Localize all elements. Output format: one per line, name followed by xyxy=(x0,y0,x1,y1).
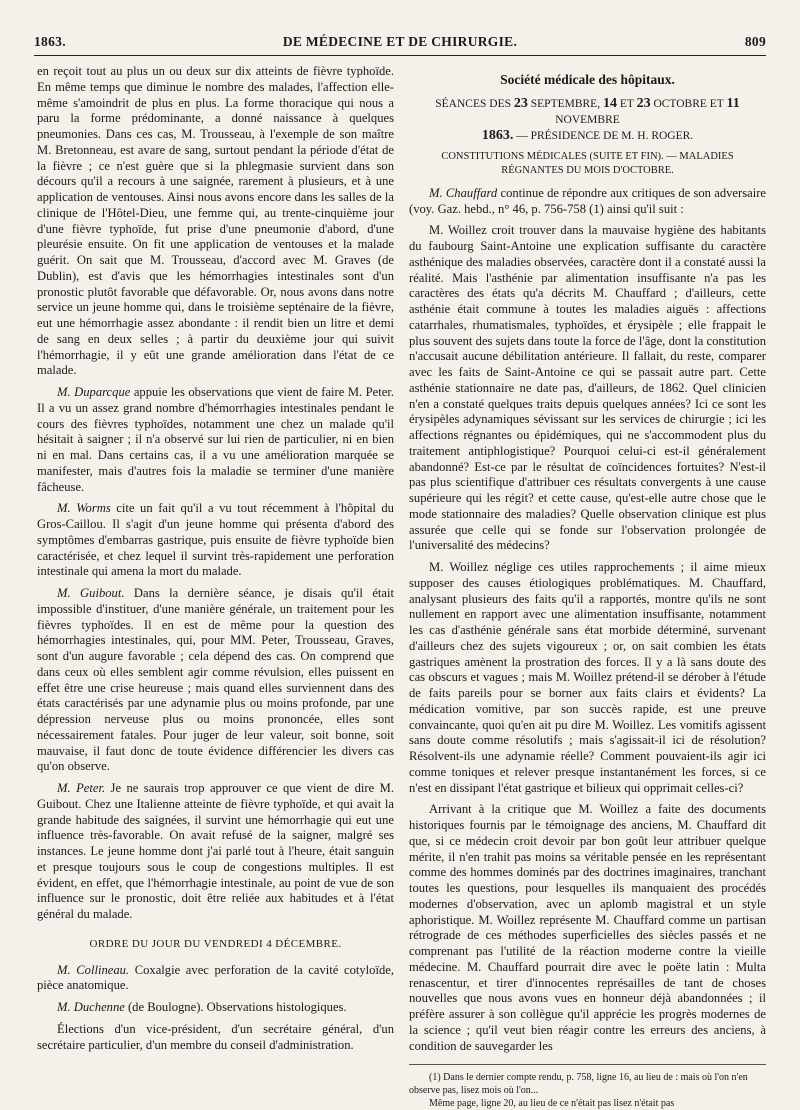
paragraph xyxy=(37,501,394,580)
footnote: (1) Dans le dernier compte rendu, p. 758, ligne 16, au lieu de : mais où l'on n'en observe pas, lisez mois où l'on... xyxy=(409,1072,748,1097)
paragraph-text: cite un fait qu'il a vu tout récemment à l'hôpital du Gros-Caillou. Il s'agit d'un jeune homme qui présenta d'abord des symptômes d'embarras gastrique, puis ensuite de fièvre typhoïde bien caractérisée, et chez lequel il survint très-rapidement une perforation intestinale qui amena la mort du malade. xyxy=(37,501,394,579)
speaker-name: M. Peter. xyxy=(57,781,106,795)
sessions-date: 14 xyxy=(602,95,617,111)
running-header xyxy=(34,34,766,52)
speaker-name: M. Collineau. xyxy=(57,962,130,977)
agenda-heading: ORDRE DU JOUR DU VENDREDI 4 DÉCEMBRE. xyxy=(89,937,342,950)
sessions-text: NOVEMBRE xyxy=(555,113,620,126)
paragraph xyxy=(409,186,766,218)
sessions-text: SEPTEMBRE, xyxy=(527,97,603,110)
paragraph xyxy=(37,781,394,923)
paragraph: en reçoit tout au plus un ou deux sur dix atteints de fièvre typhoïde. En même temps que diminue le nombre des malades, l'affection elle-même s'amoindrit de plus en plus. La forme thoracique qui nous a paru la forme prédominante, a donné naissance à quelques pneumonies. Dans ces cas, M. Trousseau, à l'exemple de son maître M. Bretonneau, est avare de sang, surtout pendant la période d'état de la fièvre ; ce n'est guère que si la phlegmasie survient dans son décours qu'il a recours à une saignée, rarement à plusieurs, et à une application de ventouses. Ainsi nous avons encore dans les salles de la clinique de l'Hôtel-Dieu, une femme qui, au trente-cinquième jour d'une fièvre typhoïde, fut prise d'une pneumonie d'abord, d'une pleurésie ensuite. On fit une application de ventouses et la malade guérit. On sait que M. Trousseau, d'accord avec M. Graves (de Dublin), est d'avis que les hémorrhagies intestinales sont d'un pronostic plutôt favorable que défavorable. Or, nous avons dans notre service un jeune homme qui, dans le troisième septénaire de la fièvre, eut une hémorrhagie assez abondante : il rendit bien un litre et demi de sang en deux selles ; à partir du deuxième jour qui suivit l'hémorrhagie, il y eût une grande amélioration dans l'état de ce malade. xyxy=(37,64,394,378)
presidency: — PRÉSIDENCE DE M. H. ROGER. xyxy=(513,129,694,142)
paragraph-text: Dans la dernière séance, je disais qu'il était impossible d'instituer, d'une manière générale, un traitement pour les fièvres typhoïdes. Il en est de même pour la question des hémorrhagies intestinales, qui, pour MM. Peter, Trousseau, Graves, sont d'un augure favorable ; cela dépend des cas. On comprend que dans ceux où elles semblent agir comme révulsion, elles puissent en effet être une crise heureuse ; mais quand elles surviennent dans des états caractérisés par une adynamie plus ou moins profonde, par une dépression nerveuse plus ou moins prononcée, elles sont nécessairement fatales. Pour juger de leur valeur, soit bonne, soit mauvaise, il faut donc de toute évidence différencier les divers cas qu'on observe. xyxy=(37,586,394,774)
sessions-text: OCTOBRE ET xyxy=(650,97,727,110)
subsection-title: CONSTITUTIONS MÉDICALES (SUITE ET FIN). — MALADIES RÉGNANTES DU MOIS D'OCTOBRE. xyxy=(441,150,734,176)
agenda-text: (de Boulogne). Observations histologiques. xyxy=(124,1000,347,1014)
speaker-name: M. Worms xyxy=(57,501,111,516)
speaker-name: M. Chauffard xyxy=(429,185,498,200)
header-rule xyxy=(34,55,766,56)
sessions-text: ET xyxy=(616,97,637,110)
agenda-item: Élections d'un vice-président, d'un secrétaire général, d'un secrétaire particulier, d'un membre du conseil d'administration. xyxy=(37,1021,394,1052)
header-title: DE MÉDECINE ET DE CHIRURGIE. xyxy=(282,34,518,49)
paragraph xyxy=(37,586,394,775)
sessions-date: 23 xyxy=(513,95,528,111)
sessions-date: 23 xyxy=(636,95,651,111)
paragraph: Arrivant à la critique que M. Woillez a faite des documents historiques fournis par le témoignage des anciens, M. Chauffard dit que, si ce médecin croit devoir par bon goût leur attribuer quelque mérite, il n'en trahit pas moins sa véritable pensée en les représentant comme des hommes dominés par des doctrines imaginaires, tranchant toutes les questions, pour lesquelles ils manquaient des procédés modernes d'observation, avec un aplomb magistral et un style aphoristique. M. Woillez représente M. Chauffard comme un partisan rétrograde de ces méthodes superficielles des siècles passés et ne comprenant pas l'utilité de la réaction moderne contre la vieille médecine. M. Chauffard pourrait dire avec le poëte latin : Multa renascentur, et tirer d'innocentes représailles de tant de choses nouvelles que nous avons vues en honneur déjà abandonnées ; il préfère assurer à son collègue qu'il apprécie les progrès modernes de la science ; qu'il veut bien réagir contre les erreurs des anciens, à condition de sauvegarder les xyxy=(409,802,766,1053)
paragraph: M. Woillez néglige ces utiles rapprochements ; il aime mieux supposer des causes étiologiques problématiques. M. Chauffard, analysant plusieurs des faits qu'il a rapportés, montre qu'ils ne sont nullement en rapport avec une alimentation insuffisante, notamment les cas d'asthénie générale sans état morbide déterminé, survenant d'ailleurs chez des sujets vigoureux ; or, on sait combien les états gastriques amènent la prostration des forces. Il y a là sans doute des cas obscurs et vagues ; mais M. Woillez prétend-il se dérober à l'étude de faits pareils pour se borner aux faits clairs et évidents? La médication vomitive, par son succès rapide, est une preuve convaincante, quoi qu'en ait pu dire M. Woillez. Les vomitifs agissent sans doute comme résolutifs ; mais s'agissait-il ici de résolution? Résolvent-ils une adynamie réelle? Comment pouvaient-ils agir ici comme toniques et relever presque instantanément les forces, si ce n'est en dissipant l'état gastrique et bilieux qui opprimait celles-ci? xyxy=(409,560,766,795)
paragraph-text: continue de répondre aux critiques de son adversaire (voy. Gaz. hebd., n° 46, p. 756-758 (1) ainsi qu'il suit : xyxy=(409,185,766,216)
left-column xyxy=(37,64,394,1053)
agenda-text: Coxalgie avec perforation de la cavité cotyloïde, pièce anatomique. xyxy=(37,962,394,993)
sessions-line xyxy=(409,96,766,144)
speaker-name: M. Duchenne xyxy=(57,1000,125,1014)
sessions-text: SÉANCES DES xyxy=(435,97,514,110)
agenda-item xyxy=(37,1000,394,1016)
footnote-rule xyxy=(409,1064,766,1065)
sessions-year: 1863. xyxy=(481,127,514,143)
speaker-name: M. Guibout. xyxy=(57,586,125,600)
paragraph-text: Je ne saurais trop approuver ce que vient de dire M. Guibout. Chez une Italienne atteinte de fièvre typhoïde, et qui avait la grande habitude des saignées, il survint une hémorrhagie qui eut une influence très-favorable. On avait refusé de la saigner, malgré ses instances. Le jeune homme dont j'ai parlé tout à l'heure, était sanguin et presque toujours sous le coup de congestions multiples. Il est évident, en effet, que l'hémorrhagie intestinale, au point de vue de son influence sur le pronostic, doit être reliée aux habitudes et à l'état général du malade. xyxy=(37,781,394,921)
agenda-item xyxy=(37,963,394,995)
footnote: Même page, ligne 20, au lieu de ce n'était pas lisez n'était pas xyxy=(429,1098,675,1110)
page-number: 809 xyxy=(744,34,766,49)
speaker-name: M. Duparcque xyxy=(57,385,131,399)
paragraph xyxy=(37,385,394,495)
paragraph-text: appuie les observations que vient de faire M. Peter. Il a vu un assez grand nombre d'hémorrhagies intestinales pendant le cours des fièvres typhoïdes, notamment une chez un malade qu'il hésitait à saigner ; il n'a observé sur lui rien de particulier, ni en bien ni en mal. Dans certains cas, il a vu une amélioration marquée se manifester, mais d'autres fois la maladie se terminer d'une manière fâcheuse. xyxy=(37,385,394,494)
paragraph: M. Woillez croit trouver dans la mauvaise hygiène des habitants du faubourg Saint-Antoine une explication suffisante du caractère asthénique des maladies observées, caractère dont il a constaté aussi la réalité. Mais l'asthénie par alimentation insuffisante n'a pas les caractères des états qu'a décrits M. Chauffard ; d'ailleurs, cette asthénie était commune à toutes les maladies aiguës : affections catarrhales, rhumatismales, typhoïdes, et érysipèle ; elle frappait le plus souvent des sujets dans toute la force de l'âge, dont la constitution n'accusait aucune débilitation antérieure. Il fallait, du reste, comparer avec les faits de Saint-Antoine ce qui se passait autre part. Cette asthénie stationnaire ne date pas, d'ailleurs, de 1862. Quel clinicien n'en a constaté quelques traits depuis quelques années? Ici ce sont les érysipèles adynamiques sévissant sur les services de chirurgie ; ici les affections régnantes ou épidémiques, qui ne s'accommodent plus du traitement antiphlogistique? Pourquoi celui-ci est-il généralement abandonné? Est-ce par le résultat de coïncidences fortuites? N'est-il pas plus scientifique d'attribuer ces résultats convergents à une cause supérieure qui les régit? et cette cause, qu'est-elle autre chose que le mode stationnaire des maladies? Quelle observation clinique est plus assurée que celle qui se fonde sur l'observation prolongée de l'universalité des médecins? xyxy=(409,223,766,553)
section-title: Société médicale des hôpitaux. xyxy=(500,72,675,87)
sessions-date: 11 xyxy=(726,95,740,111)
header-year: 1863. xyxy=(34,34,66,49)
right-column xyxy=(409,64,766,1110)
